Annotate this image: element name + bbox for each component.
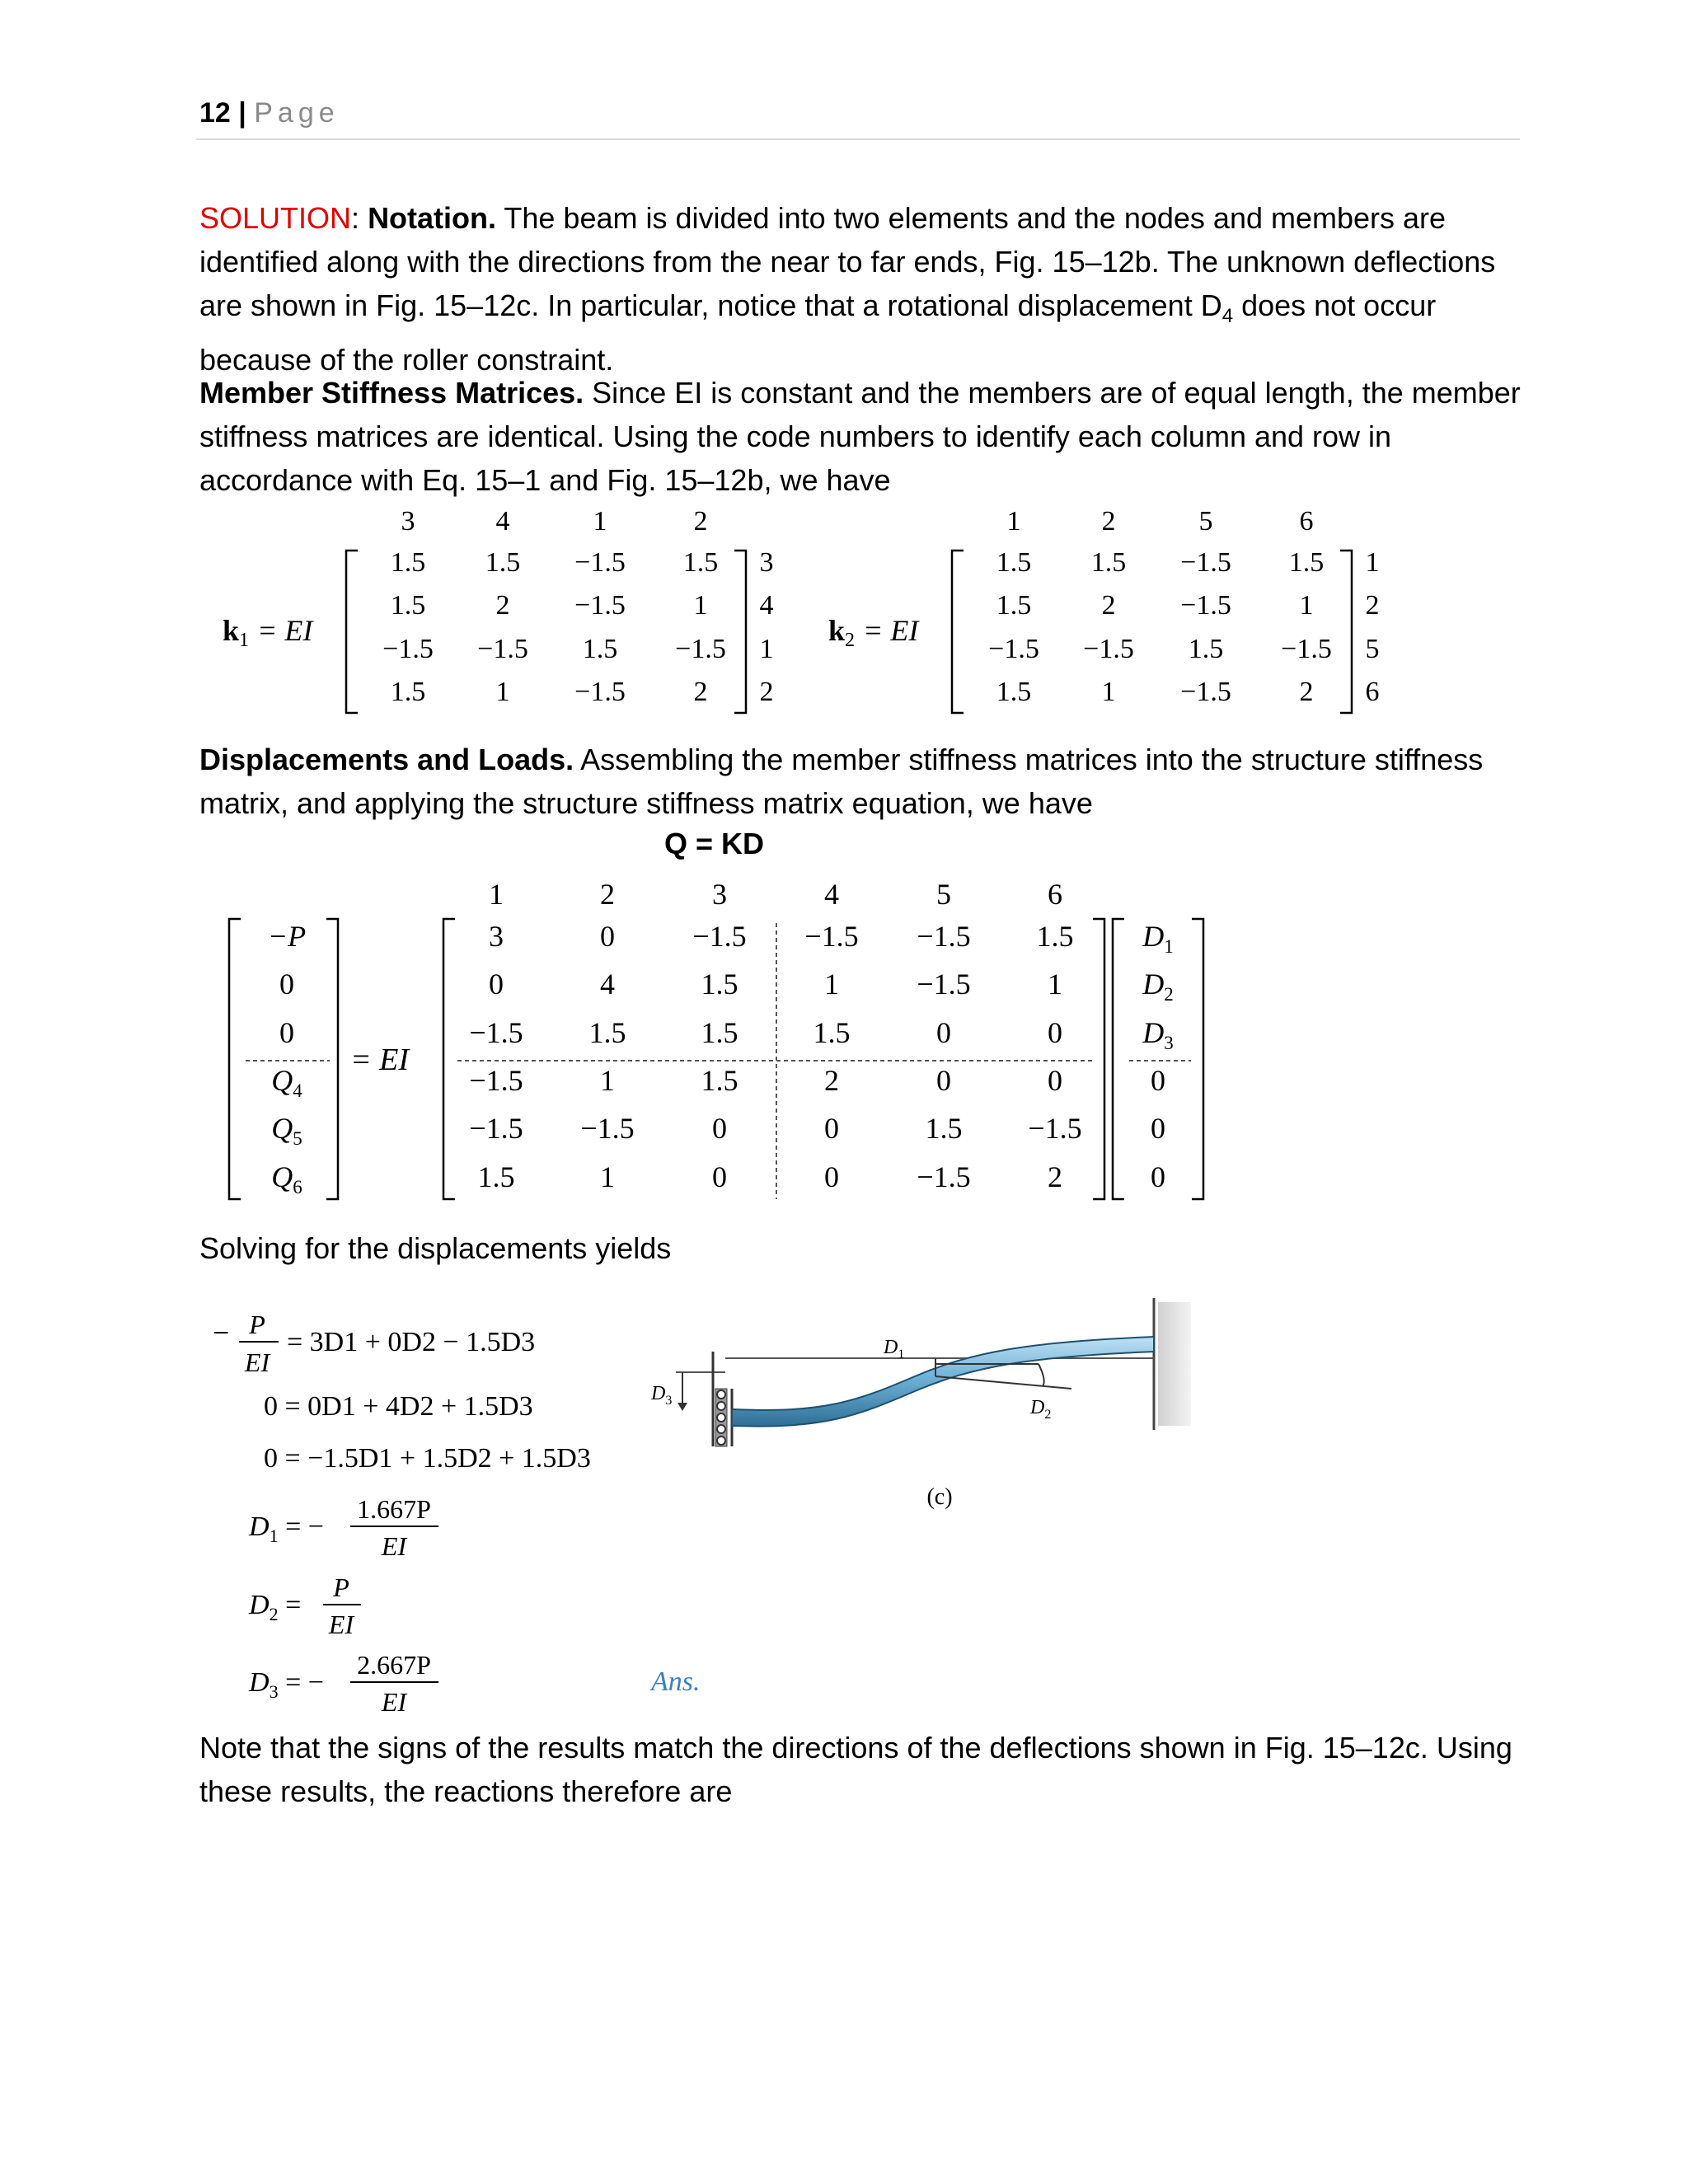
k1-col-code: 1 [593, 506, 607, 537]
k2-matrix [828, 506, 1380, 713]
k1-col-code: 3 [401, 506, 415, 537]
d2-rotation-line [935, 1376, 1071, 1389]
q-vector-entry: $Q_6$ [271, 1160, 302, 1197]
k-cell: 1.5 [701, 1016, 738, 1049]
k2-row-code: 6 [1365, 677, 1380, 707]
k2-cell: 2 [1101, 590, 1116, 621]
k1-cell: −1.5 [574, 547, 626, 578]
k2-cell: −1.5 [988, 634, 1039, 664]
structure-factor: = EI [350, 1043, 410, 1077]
k2-label: k2 = EI [828, 614, 919, 651]
q-kd-equation: Q = KD [664, 827, 765, 860]
k-cell: 0 [712, 1160, 727, 1193]
member-stiffness-paragraph [199, 371, 1526, 502]
k2-cell: 1.5 [996, 590, 1032, 621]
k2-cell: 1.5 [996, 547, 1032, 578]
k2-cell: −1.5 [1083, 634, 1134, 664]
k1-col-code: 2 [693, 506, 708, 537]
d3-label: $D_3$ [651, 1383, 673, 1408]
roller-5 [717, 1436, 725, 1445]
displacements-text: Assembling the member stiffness matrices into the structure stiffness matrix, and applying the structure stiffness matrix equation, we have [199, 743, 1484, 820]
k1-cell: −1.5 [675, 634, 726, 664]
k2-left-bracket [952, 551, 964, 713]
k1-cell: −1.5 [477, 634, 528, 664]
minus-sign: − [213, 1316, 230, 1349]
eq1-lhs-denominator: EI [244, 1347, 270, 1377]
eq1-rhs: = 3D1 + 0D2 − 1.5D3 [287, 1327, 536, 1357]
k1-label: k1 = EI [223, 614, 313, 651]
structure-matrix-equation [229, 878, 1203, 1199]
k2-cell: −1.5 [1180, 677, 1231, 707]
k2-cell: 1 [1299, 590, 1314, 621]
k1-row-code: 2 [759, 677, 774, 707]
eq2: 0 = 0D1 + 4D2 + 1.5D3 [264, 1391, 533, 1422]
k-left-bracket [443, 919, 455, 1199]
k-cell: 1.5 [477, 1160, 515, 1193]
eq1-lhs-numerator: P [249, 1310, 265, 1339]
fixed-wall [1158, 1302, 1191, 1426]
deflected-beam [732, 1337, 1154, 1427]
k2-col-code: 2 [1101, 506, 1116, 537]
k2-cell: 1 [1101, 677, 1116, 707]
k2-cell: 2 [1299, 677, 1314, 707]
k-cell: 2 [1048, 1160, 1062, 1193]
d2-arc [1039, 1364, 1044, 1386]
beam-figure [643, 1286, 1203, 1525]
k1-cell: 2 [693, 677, 708, 707]
k-cell: −1.5 [692, 920, 747, 953]
solution-label: SOLUTION [199, 201, 352, 235]
solution-paragraph [199, 196, 1526, 382]
q-vector-entry: 0 [279, 968, 294, 1001]
k1-cell: 1.5 [582, 634, 618, 664]
k1-row-code: 4 [759, 590, 774, 621]
d-left-bracket [1113, 919, 1124, 1199]
q-vector-entry: $Q_4$ [271, 1064, 302, 1101]
k1-cell: 1.5 [390, 677, 426, 707]
displacements-heading: Displacements and Loads. [199, 743, 574, 776]
d3-arrow-head [678, 1403, 687, 1411]
roller-4 [717, 1425, 725, 1433]
k-cell: 0 [712, 1112, 727, 1145]
d3-denominator: EI [381, 1687, 407, 1717]
page-word: Page [254, 97, 340, 129]
k2-row-code: 5 [1365, 634, 1380, 664]
header-separator: | [238, 97, 246, 129]
k2-cell: 1.5 [996, 677, 1032, 707]
k-cell: 4 [600, 968, 615, 1001]
k-cell: 1.5 [588, 1016, 626, 1049]
k-col-code: 5 [936, 878, 951, 911]
figure-caption: (c) [926, 1484, 953, 1510]
k2-cell: −1.5 [1180, 590, 1231, 621]
notation-heading: Notation. [368, 201, 497, 235]
solution-equations [198, 1302, 692, 1722]
k-cell: 1.5 [1036, 920, 1074, 953]
k2-row-code: 2 [1365, 590, 1380, 621]
k1-cell: 1.5 [390, 547, 426, 578]
k2-cell: −1.5 [1281, 634, 1332, 664]
k-col-code: 4 [824, 878, 839, 911]
header-rule [196, 138, 1520, 140]
k-cell: 1 [600, 1064, 615, 1097]
member-stiffness-text: Since EI is constant and the members are of equal length, the member stiffness matrices are identical. Using the code numbers to identify each column and row in accordance with Eq. 15–1 and Fig. 15–12b, we have [199, 376, 1521, 497]
notation-text: The beam is divided into two elements and the nodes and members are identified along with the directions from the near to far ends, Fig. 15–12b. The unknown deflections are shown in Fig. 15–12c. In particular, notice that a rotational displacement D [199, 201, 1496, 322]
k-cell: 1 [600, 1160, 615, 1193]
k-right-bracket [1093, 919, 1104, 1199]
k-cell: −1.5 [469, 1016, 523, 1049]
k-cell: −1.5 [917, 968, 971, 1001]
k1-row-code: 1 [759, 634, 774, 664]
k1-cell: −1.5 [574, 677, 626, 707]
k-cell: 3 [489, 920, 504, 953]
k-cell: 1.5 [813, 1016, 851, 1049]
k2-col-code: 5 [1198, 506, 1213, 537]
k-cell: 0 [936, 1064, 951, 1097]
d-vector-entry: $D_3$ [1142, 1016, 1174, 1053]
d-vector-entry: $D_2$ [1142, 968, 1174, 1005]
k1-cell: 1.5 [485, 547, 521, 578]
k-col-code: 6 [1048, 878, 1062, 911]
k-cell: 0 [1048, 1064, 1062, 1097]
k2-row-code: 1 [1365, 547, 1380, 578]
q-right-bracket [326, 919, 338, 1199]
k1-left-bracket [346, 551, 358, 713]
k1-matrix [223, 506, 774, 713]
k-cell: −1.5 [917, 1160, 971, 1193]
d-vector-entry: 0 [1151, 1064, 1165, 1097]
k-cell: 1.5 [701, 1064, 738, 1097]
k1-right-bracket [734, 551, 746, 713]
d1-label: $D_1$ [884, 1337, 905, 1361]
k-cell: 1 [824, 968, 839, 1001]
k2-cell: 1.5 [1090, 547, 1127, 578]
k-cell: −1.5 [1028, 1112, 1082, 1145]
eq3: 0 = −1.5D1 + 1.5D2 + 1.5D3 [264, 1443, 591, 1474]
structure-equation [0, 869, 1688, 1216]
k1-row-code: 3 [759, 547, 774, 578]
k1-cell: 1 [693, 590, 708, 621]
k-cell: −1.5 [469, 1064, 523, 1097]
k-col-code: 3 [712, 878, 727, 911]
page-header [199, 97, 340, 129]
q-vector-entry: −P [267, 920, 307, 953]
k-cell: −1.5 [580, 1112, 635, 1145]
page-number: 12 [199, 97, 231, 129]
d-vector-entry: $D_1$ [1142, 920, 1174, 957]
notation-text-after: does not occur because of the roller constraint. [199, 288, 1437, 377]
roller-1 [717, 1390, 725, 1399]
k1-cell: 1.5 [682, 547, 719, 578]
d2-label: $D_2$ = [249, 1590, 302, 1624]
d-vector-entry: 0 [1151, 1112, 1165, 1145]
k2-cell: −1.5 [1180, 547, 1231, 578]
member-stiffness-heading: Member Stiffness Matrices. [199, 376, 584, 410]
d1-label: $D_1$ = − [249, 1511, 324, 1546]
k-cell: −1.5 [469, 1112, 523, 1145]
k-cell: 1 [1048, 968, 1062, 1001]
note-paragraph: Note that the signs of the results match the directions of the deflections shown in Fig. 15–12c. Using these results, the reactions therefore are [199, 1731, 1512, 1808]
displacements-paragraph [199, 738, 1526, 825]
k2-right-bracket [1340, 551, 1352, 713]
k-col-code: 2 [600, 878, 615, 911]
k1-cell: −1.5 [382, 634, 434, 664]
ans-label: Ans. [651, 1666, 701, 1697]
k-col-code: 1 [489, 878, 504, 911]
q-left-bracket [229, 919, 241, 1199]
d2-denominator: EI [328, 1610, 354, 1639]
d1-numerator: 1.667P [357, 1494, 431, 1524]
k2-cell: 1.5 [1288, 547, 1325, 578]
d1-denominator: EI [381, 1531, 407, 1561]
notation-subscript: 4 [1221, 305, 1234, 328]
d3-label: $D_3$ = − [249, 1667, 324, 1702]
k-cell: 0 [489, 968, 504, 1001]
k1-cell: 1 [495, 677, 510, 707]
d3-numerator: 2.667P [357, 1650, 431, 1680]
k2-cell: 1.5 [1188, 634, 1224, 664]
k-cell: −1.5 [804, 920, 859, 953]
q-vector-entry: $Q_5$ [271, 1112, 302, 1149]
k-cell: −1.5 [917, 920, 971, 953]
k1-col-code: 4 [495, 506, 510, 537]
roller-2 [717, 1402, 725, 1410]
k-cell: 1.5 [925, 1112, 963, 1145]
d-right-bracket [1192, 919, 1203, 1199]
k-cell: 0 [824, 1112, 839, 1145]
d2-numerator: P [333, 1572, 349, 1602]
k-cell: 1.5 [701, 968, 738, 1001]
k1-cell: 2 [495, 590, 510, 621]
k-cell: 0 [824, 1160, 839, 1193]
k1-cell: −1.5 [574, 590, 626, 621]
q-vector-entry: 0 [279, 1016, 294, 1049]
k-cell: 0 [1048, 1016, 1062, 1049]
k2-col-code: 1 [1006, 506, 1021, 537]
d-vector-entry: 0 [1151, 1160, 1165, 1193]
k-cell: 0 [600, 920, 615, 953]
k1-cell: 1.5 [390, 590, 426, 621]
k2-col-code: 6 [1299, 506, 1314, 537]
roller-3 [717, 1413, 725, 1422]
member-matrices [0, 503, 1688, 725]
k-cell: 0 [936, 1016, 951, 1049]
k-cell: 2 [824, 1064, 839, 1097]
d2-label: $D_2$ [1030, 1397, 1052, 1422]
solution-colon: : [351, 201, 360, 235]
solving-text: Solving for the displacements yields [199, 1231, 672, 1265]
